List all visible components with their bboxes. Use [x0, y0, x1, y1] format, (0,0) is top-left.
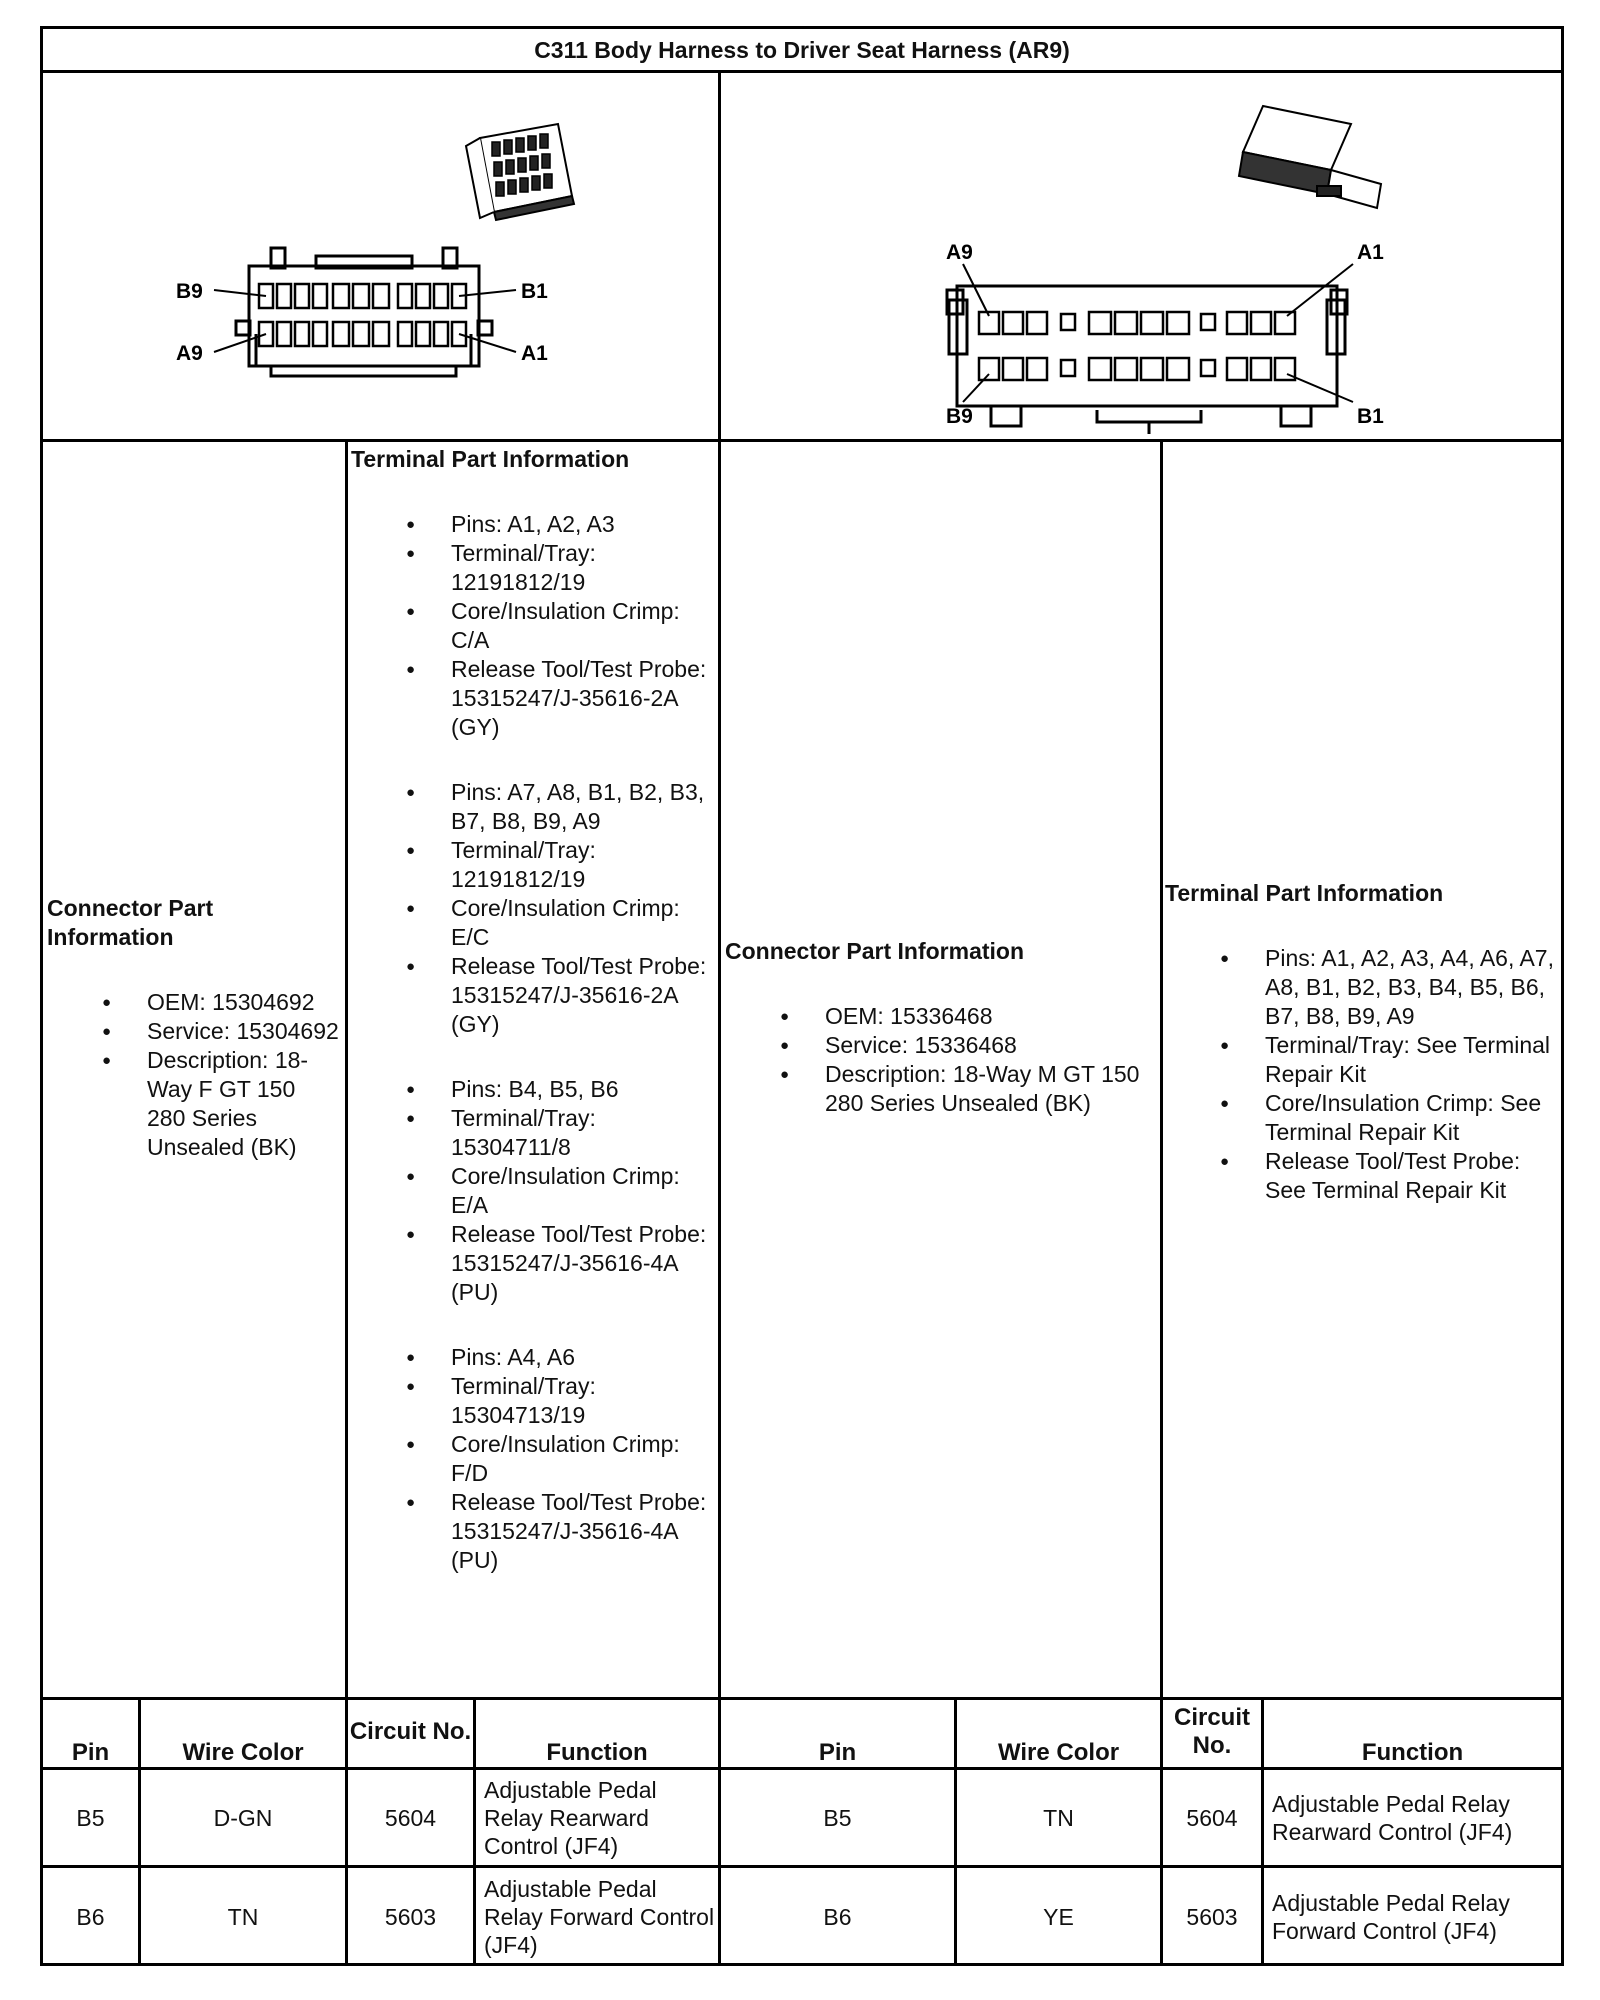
- list-item: ● Release Tool/Test Probe: 15315247/J-35616-4A (PU): [351, 1220, 717, 1307]
- table-cell-pin: B6: [823, 1904, 852, 1930]
- table-cell-circuit: 5604: [384, 1804, 437, 1831]
- table-cell-circuit: 5604: [1186, 1804, 1238, 1831]
- bullet-list: [1165, 944, 1561, 1205]
- list-item: ● OEM: 15336468: [725, 1002, 1155, 1031]
- header-circuit-no: Circuit No.: [1173, 1704, 1250, 1759]
- left-terminal-part-info: [351, 445, 717, 1575]
- list-item: ● Release Tool/Test Probe: 15315247/J-35616-2A (GY): [351, 952, 717, 1039]
- bullet-list: [351, 1343, 717, 1575]
- table-cell-circuit: 5603: [1186, 1904, 1238, 1930]
- header-wire-color: Wire Color: [997, 1739, 1120, 1766]
- table-cell-circuit: 5603: [384, 1904, 437, 1930]
- table-cell-function: Adjustable Pedal Relay Forward Control (JF4): [484, 1876, 715, 1958]
- list-item: ● Pins: A1, A2, A3, A4, A6, A7, A8, B1, B2, B3, B4, B5, B6, B7, B8, B9, A9: [1165, 944, 1561, 1031]
- header-circuit-no: Circuit No.: [349, 1718, 472, 1745]
- list-item: ● Service: 15336468: [725, 1031, 1155, 1060]
- list-item: ● Terminal/Tray: 12191812/19: [351, 836, 717, 894]
- list-item: ● Terminal/Tray: 15304713/19: [351, 1372, 717, 1430]
- table-cell-wire-color: TN: [227, 1904, 259, 1930]
- left-connector-diagram: [46, 76, 718, 439]
- list-item: ● Description: 18-Way M GT 150 280 Series Unsealed (BK): [725, 1060, 1155, 1118]
- pin-label-b9: B9: [176, 280, 203, 303]
- pin-label-b9: B9: [946, 405, 973, 428]
- right-cavities-row-a: [979, 312, 1295, 334]
- page-title: C311 Body Harness to Driver Seat Harness (AR9): [43, 29, 1561, 73]
- list-item: ● Terminal/Tray: 12191812/19: [351, 539, 717, 597]
- list-item: ● Pins: A4, A6: [351, 1343, 717, 1372]
- table-cell-pin: B6: [76, 1904, 105, 1930]
- left-cavities-row-a: [259, 322, 466, 346]
- table-cell-function: Adjustable Pedal Relay Rearward Control (JF4): [484, 1776, 657, 1859]
- pin-label-a9: A9: [176, 342, 203, 365]
- right-connector-part-info: [725, 937, 1155, 1118]
- table-cell-function: Adjustable Pedal Relay Rearward Control (JF4): [1272, 1790, 1513, 1845]
- bullet-list: [47, 988, 339, 1162]
- list-item: ● OEM: 15304692: [47, 988, 339, 1017]
- list-item: ● Pins: B4, B5, B6: [351, 1075, 717, 1104]
- section-heading: Terminal Part Information: [1165, 880, 1444, 906]
- bullet-list: [351, 778, 717, 1039]
- section-heading: Terminal Part Information: [351, 446, 630, 472]
- right-connector-3d-icon: [1239, 106, 1381, 208]
- section-heading: Connector Part Information: [725, 938, 1025, 964]
- pin-label-a9: A9: [946, 241, 973, 264]
- list-item: ● Terminal/Tray: See Terminal Repair Kit: [1165, 1031, 1561, 1089]
- list-item: ● Core/Insulation Crimp: See Terminal Repair Kit: [1165, 1089, 1561, 1147]
- left-connector-part-info: [47, 894, 339, 1162]
- left-cavities-row-b: [259, 284, 466, 308]
- list-item: ● Release Tool/Test Probe: See Terminal Repair Kit: [1165, 1147, 1561, 1205]
- pin-label-a1: A1: [521, 342, 548, 365]
- list-item: ● Release Tool/Test Probe: 15315247/J-35616-4A (PU): [351, 1488, 717, 1575]
- list-item: ● Terminal/Tray: 15304711/8: [351, 1104, 717, 1162]
- list-item: ● Description: 18-Way F GT 150 280 Series Unsealed (BK): [47, 1046, 339, 1162]
- table-cell-function: Adjustable Pedal Relay Forward Control (JF4): [1272, 1890, 1510, 1944]
- list-item: ● Release Tool/Test Probe: 15315247/J-35616-2A (GY): [351, 655, 717, 742]
- right-cavities-row-b: [979, 358, 1295, 380]
- header-pin: Pin: [71, 1739, 110, 1766]
- left-connector-face: [236, 248, 492, 376]
- connector-end-view-sheet: [40, 26, 1564, 1966]
- list-item: ● Core/Insulation Crimp: F/D: [351, 1430, 717, 1488]
- header-wire-color: Wire Color: [182, 1739, 304, 1766]
- list-item: ● Core/Insulation Crimp: E/A: [351, 1162, 717, 1220]
- pin-label-a1: A1: [1357, 241, 1384, 264]
- table-cell-wire-color: YE: [1043, 1904, 1074, 1930]
- list-item: ● Pins: A7, A8, B1, B2, B3, B7, B8, B9, A9: [351, 778, 717, 836]
- header-function: Function: [1361, 1739, 1464, 1766]
- table-cell-wire-color: D-GN: [213, 1804, 273, 1831]
- pin-label-b1: B1: [521, 280, 548, 303]
- list-item: ● Core/Insulation Crimp: E/C: [351, 894, 717, 952]
- table-cell-wire-color: TN: [1043, 1804, 1074, 1831]
- pin-label-b1: B1: [1357, 405, 1384, 428]
- right-connector-diagram: [721, 76, 1561, 439]
- table-cell-pin: B5: [823, 1804, 852, 1831]
- header-function: Function: [546, 1739, 648, 1766]
- list-item: ● Core/Insulation Crimp: C/A: [351, 597, 717, 655]
- header-pin: Pin: [818, 1739, 857, 1766]
- bullet-list: [351, 510, 717, 742]
- list-item: ● Pins: A1, A2, A3: [351, 510, 717, 539]
- right-terminal-part-info: [1165, 879, 1561, 1205]
- section-heading: Connector Part Information: [47, 895, 214, 950]
- divider: [43, 439, 1561, 442]
- bullet-list: [725, 1002, 1155, 1118]
- bullet-list: [351, 1075, 717, 1307]
- list-item: ● Service: 15304692: [47, 1017, 339, 1046]
- left-connector-3d-icon: [466, 124, 574, 220]
- table-cell-pin: B5: [76, 1804, 105, 1831]
- divider: [43, 1697, 1561, 1700]
